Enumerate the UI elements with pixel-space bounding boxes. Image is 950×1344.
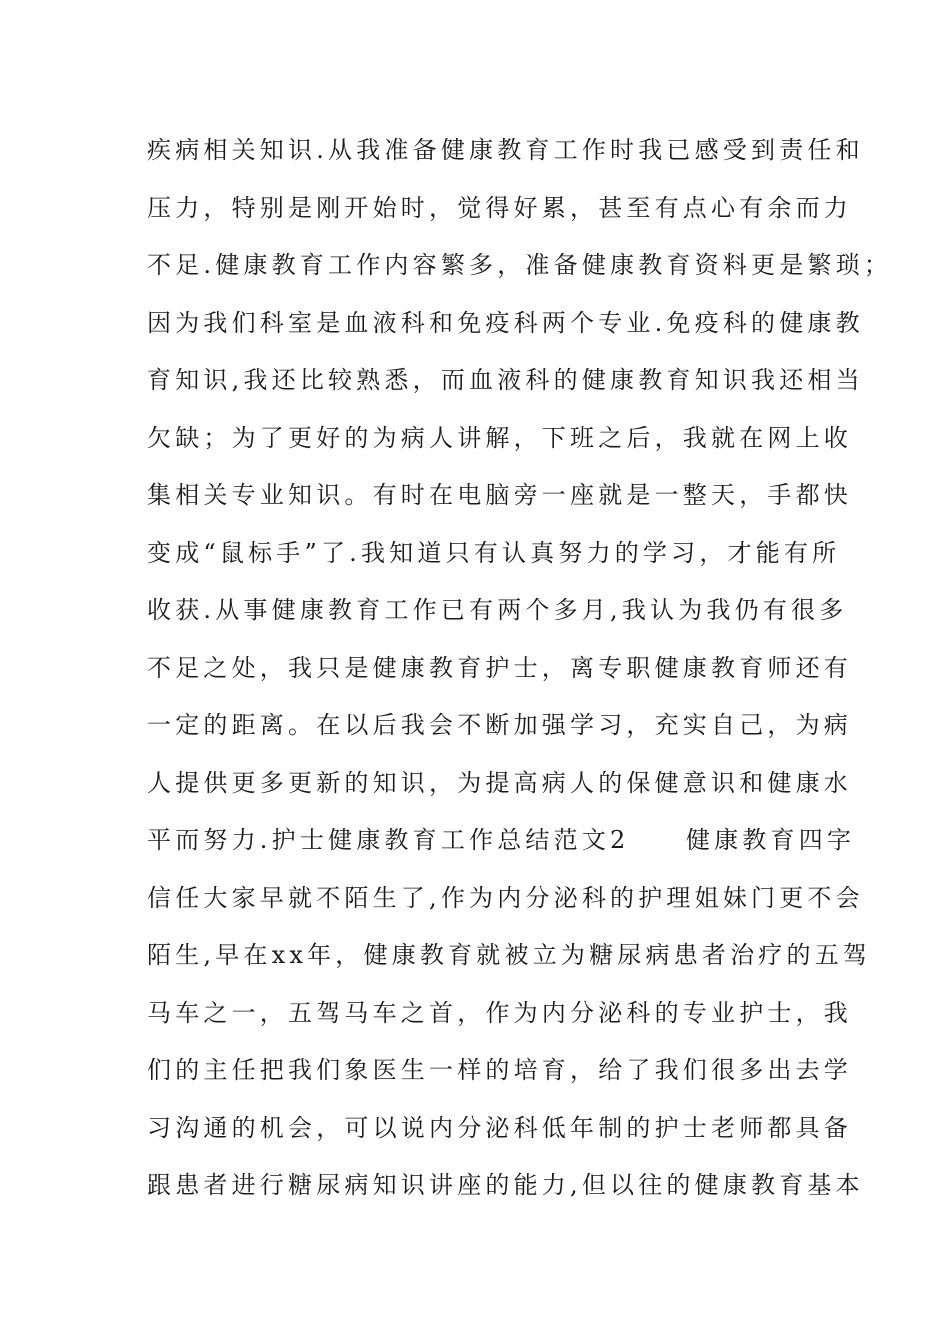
text-line: 信任大家早就不陌生了,作为内分泌科的护理姐妹门更不会 — [147, 883, 864, 912]
text-line: 集相关专业知识。有时在电脑旁一座就是一整天，手都快 — [147, 481, 852, 509]
text-line: 们的主任把我们象医生一样的培育，给了我们很多出去学 — [147, 1056, 852, 1084]
text-line: 习沟通的机会，可以说内分泌科低年制的护士老师都具备 — [147, 1113, 852, 1142]
text-line: 陌生,早在xx年，健康教育就被立为糖尿病患者治疗的五驾 — [147, 941, 872, 969]
text-line: 平而努力.护士健康教育工作总结范文2 健康教育四字 — [147, 826, 856, 854]
text-line: 马车之一，五驾马车之首，作为内分泌科的专业护士，我 — [147, 998, 852, 1027]
text-line: 疾病相关知识.从我准备健康教育工作时我已感受到责任和 — [147, 136, 864, 164]
text-line: 压力，特别是刚开始时，觉得好累，甚至有点心有余而力 — [147, 193, 852, 222]
text-line: 不足之处，我只是健康教育护士，离专职健康教育师还有 — [147, 653, 852, 682]
text-line: 人提供更多更新的知识，为提高病人的保健意识和健康水 — [147, 768, 852, 797]
text-line: 因为我们科室是血液科和免疫科两个专业.免疫科的健康教 — [147, 308, 864, 337]
body-text — [147, 128, 893, 1221]
text-line: 跟患者进行糖尿病知识讲座的能力,但以往的健康教育基本 — [147, 1171, 864, 1199]
text-line: 一定的距离。在以后我会不断加强学习，充实自己，为病 — [147, 711, 852, 739]
text-line: 育知识,我还比较熟悉，而血液科的健康教育知识我还相当 — [147, 366, 864, 394]
text-line: 收获.从事健康教育工作已有两个多月,我认为我仍有很多 — [147, 596, 848, 624]
text-line: 欠缺；为了更好的为病人讲解，下班之后，我就在网上收 — [147, 423, 852, 452]
text-line: 不足.健康教育工作内容繁多，准备健康教育资料更是繁琐； — [147, 251, 893, 279]
text-line: 变成“鼠标手”了.我知道只有认真努力的学习，才能有所 — [147, 538, 841, 567]
